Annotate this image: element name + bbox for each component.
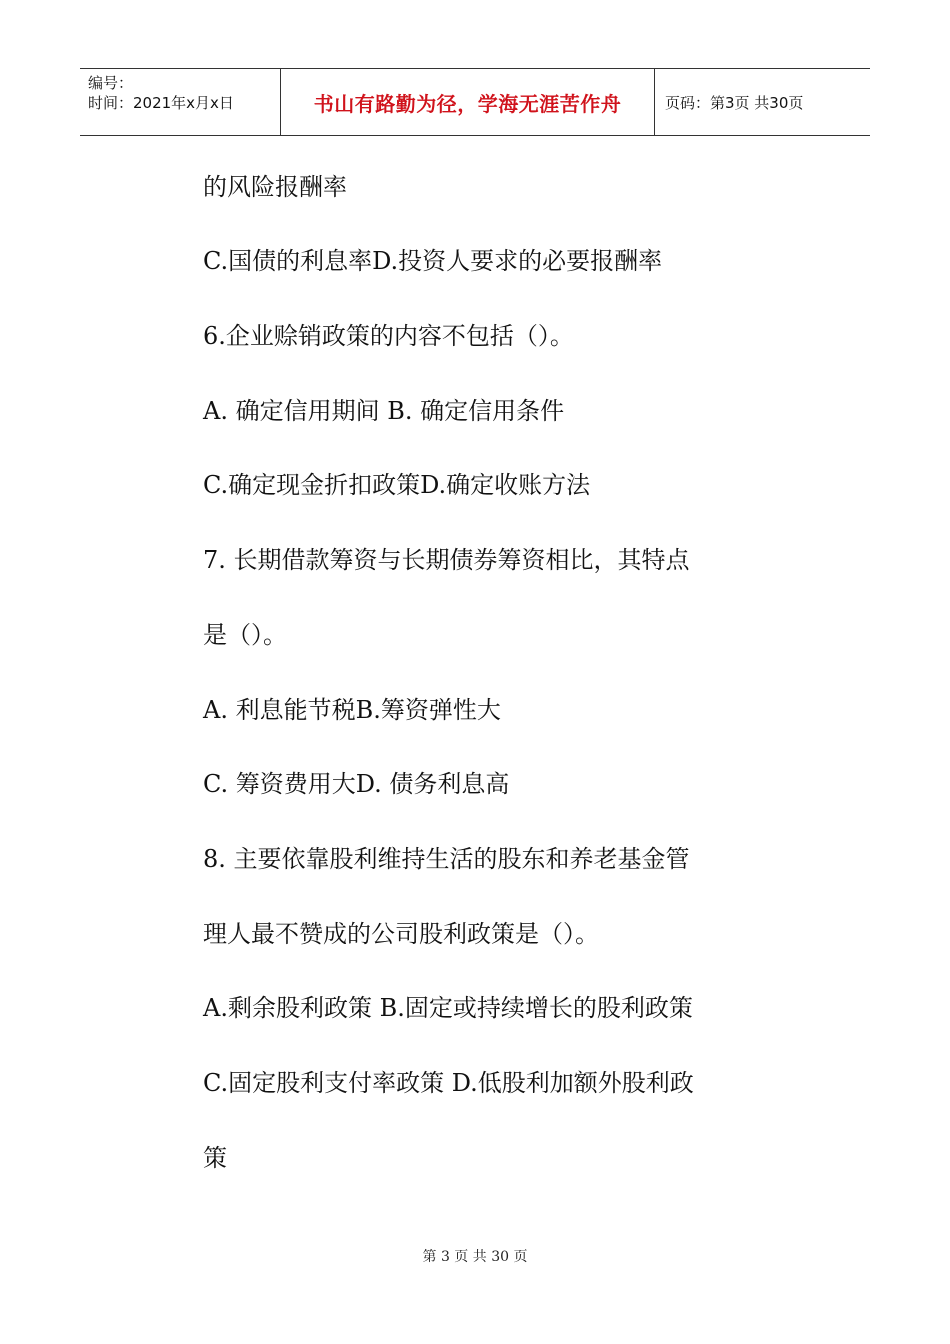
text-line: 的风险报酬率 (203, 173, 347, 201)
text-line: 8. 主要依靠股利维持生活的股东和养老基金管 (203, 845, 690, 873)
text-line: 6.企业赊销政策的内容不包括（）。 (203, 322, 574, 350)
text-line: C.国债的利息率D.投资人要求的必要报酬率 (203, 247, 663, 275)
document-number-label: 编号： (88, 74, 134, 92)
text-line: 7. 长期借款筹资与长期债券筹资相比，其特点 (203, 546, 690, 574)
page-header (80, 68, 870, 136)
text-line: 是（）。 (203, 621, 287, 649)
page-footer: 第 3 页 共 30 页 (422, 1249, 528, 1265)
text-line: A.剩余股利政策 B.固定或持续增长的股利政策 (203, 994, 693, 1022)
text-line: C. 筹资费用大D. 债务利息高 (203, 770, 510, 798)
text-line: 理人最不赞成的公司股利政策是（）。 (203, 920, 599, 948)
text-line: 策 (203, 1144, 227, 1172)
text-line: A. 利息能节税B.筹资弹性大 (203, 696, 501, 724)
text-line: C.确定现金折扣政策D.确定收账方法 (203, 471, 591, 499)
header-motto: 书山有路勤为径，学海无涯苦作舟 (281, 69, 655, 135)
header-page-info: 页码：第3页 共30页 (665, 93, 804, 112)
text-line: C.固定股利支付率政策 D.低股利加额外股利政 (203, 1069, 694, 1097)
text-line: A. 确定信用期间 B. 确定信用条件 (203, 397, 565, 425)
document-date-label: 时间：2021年x月x日 (88, 94, 234, 112)
header-meta-cell (80, 69, 281, 135)
